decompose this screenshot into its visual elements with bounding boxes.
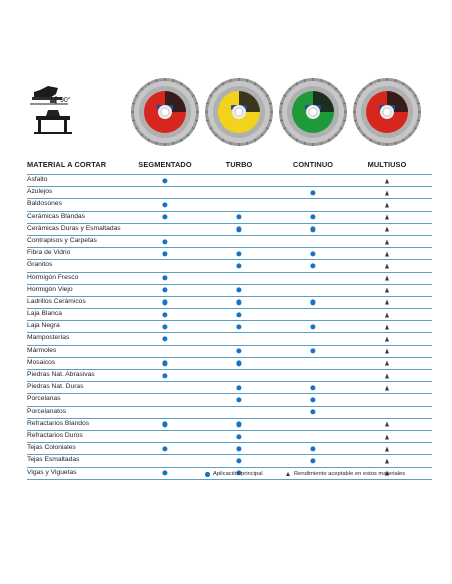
material-name: Mamposterías <box>27 334 70 342</box>
acceptable-performance-triangle-icon <box>385 312 389 317</box>
legend-triangle-icon <box>286 472 290 476</box>
primary-application-dot-icon <box>236 434 241 439</box>
primary-application-dot-icon <box>310 446 315 451</box>
table-row <box>27 199 432 211</box>
primary-application-dot-icon <box>162 251 167 256</box>
primary-application-dot-icon <box>310 385 315 390</box>
table-row <box>27 358 432 370</box>
table-row <box>27 297 432 309</box>
acceptable-performance-triangle-icon <box>385 178 389 183</box>
acceptable-performance-triangle-icon <box>385 263 389 268</box>
material-name: Cerámicas Duras y Esmaltadas <box>27 224 121 232</box>
material-name: Refractarios Blandos <box>27 419 90 427</box>
acceptable-performance-triangle-icon <box>385 385 389 390</box>
primary-application-dot-icon <box>162 373 167 378</box>
primary-application-dot-icon <box>162 300 167 305</box>
table-row <box>27 321 432 333</box>
table-row <box>27 224 432 236</box>
header-material: MATERIAL A CORTAR <box>27 160 107 169</box>
acceptable-performance-triangle-icon <box>385 276 389 281</box>
material-name: Laja Blanca <box>27 310 62 318</box>
primary-application-dot-icon <box>236 446 241 451</box>
primary-application-dot-icon <box>236 263 241 268</box>
primary-application-dot-icon <box>236 324 241 329</box>
table-row <box>27 443 432 455</box>
table-row <box>27 285 432 297</box>
material-name: Mosaicos <box>27 358 56 366</box>
primary-application-dot-icon <box>310 215 315 220</box>
primary-application-dot-icon <box>236 458 241 463</box>
table-row <box>27 382 432 394</box>
primary-application-dot-icon <box>236 227 241 232</box>
table-row <box>27 394 432 406</box>
material-name: Laja Negra <box>27 322 60 330</box>
material-name: Cerámicas Blandas <box>27 212 85 220</box>
primary-application-dot-icon <box>162 276 167 281</box>
legend-acceptable-label: Rendimiento aceptable en estos materiales <box>294 471 406 477</box>
legend <box>0 470 452 482</box>
primary-application-dot-icon <box>162 239 167 244</box>
acceptable-performance-triangle-icon <box>385 251 389 256</box>
primary-application-dot-icon <box>310 324 315 329</box>
primary-application-dot-icon <box>310 300 315 305</box>
acceptable-performance-triangle-icon <box>385 190 389 195</box>
material-name: Hormigón Viejo <box>27 285 73 293</box>
acceptable-performance-triangle-icon <box>385 446 389 451</box>
acceptable-performance-triangle-icon <box>385 434 389 439</box>
primary-application-dot-icon <box>162 178 167 183</box>
material-name: Ladrillos Cerámicos <box>27 297 86 305</box>
primary-application-dot-icon <box>310 349 315 354</box>
acceptable-performance-triangle-icon <box>385 239 389 244</box>
table-row <box>27 248 432 260</box>
table-row <box>27 431 432 443</box>
primary-application-dot-icon <box>236 397 241 402</box>
legend-dot-icon <box>205 472 210 477</box>
header-segmentado: SEGMENTADO <box>138 160 192 169</box>
acceptable-performance-triangle-icon <box>385 300 389 305</box>
material-name: Piedras Nat. Abrasivas <box>27 371 95 378</box>
material-name: Vigas y Viguetas <box>27 468 77 476</box>
material-name: Mármoles <box>27 346 57 354</box>
acceptable-performance-triangle-icon <box>385 361 389 366</box>
material-name: Baldosones <box>27 200 62 208</box>
table-row <box>27 175 432 187</box>
acceptable-performance-triangle-icon <box>385 288 389 293</box>
material-name: Tejas Coloniales <box>27 444 76 452</box>
table-row <box>27 419 432 431</box>
acceptable-performance-triangle-icon <box>385 337 389 342</box>
primary-application-dot-icon <box>310 263 315 268</box>
table-header <box>0 160 452 172</box>
acceptable-performance-triangle-icon <box>385 349 389 354</box>
primary-application-dot-icon <box>236 251 241 256</box>
table-row <box>27 346 432 358</box>
material-name: Tejas Esmaltadas <box>27 456 80 464</box>
material-name: Fibra de Vidrio <box>27 249 71 257</box>
primary-application-dot-icon <box>310 251 315 256</box>
header-turbo: TURBO <box>225 160 253 169</box>
acceptable-performance-triangle-icon <box>385 227 389 232</box>
material-name: Hormigón Fresco <box>27 273 79 281</box>
material-name: Asfalto <box>27 176 48 183</box>
primary-application-dot-icon <box>236 312 241 317</box>
table-row <box>27 455 432 467</box>
table-row <box>27 273 432 285</box>
primary-application-dot-icon <box>310 410 315 415</box>
primary-application-dot-icon <box>236 349 241 354</box>
table-row <box>27 260 432 272</box>
primary-application-dot-icon <box>162 361 167 366</box>
header-continuo: CONTINUO <box>292 160 334 169</box>
table-row <box>27 309 432 321</box>
acceptable-performance-triangle-icon <box>385 324 389 329</box>
legend-primary-label: Aplicación principal <box>213 471 263 477</box>
disc-multiuso-icon <box>352 77 422 147</box>
disc-images <box>0 77 452 147</box>
material-name: Azulejos <box>27 188 53 196</box>
material-table <box>27 174 432 480</box>
disc-continuo-icon <box>278 77 348 147</box>
primary-application-dot-icon <box>162 288 167 293</box>
disc-segmentado-icon <box>130 77 200 147</box>
primary-application-dot-icon <box>162 422 167 427</box>
material-name: Granitos <box>27 261 53 269</box>
primary-application-dot-icon <box>236 215 241 220</box>
primary-application-dot-icon <box>310 458 315 463</box>
table-row <box>27 333 432 345</box>
header-multiuso: MULTIUSO <box>367 160 407 169</box>
primary-application-dot-icon <box>236 361 241 366</box>
table-row <box>27 236 432 248</box>
primary-application-dot-icon <box>310 397 315 402</box>
table-row <box>27 407 432 419</box>
primary-application-dot-icon <box>236 422 241 427</box>
primary-application-dot-icon <box>162 312 167 317</box>
primary-application-dot-icon <box>236 288 241 293</box>
primary-application-dot-icon <box>162 336 167 341</box>
table-row <box>27 187 432 199</box>
primary-application-dot-icon <box>236 385 241 390</box>
acceptable-performance-triangle-icon <box>385 373 389 378</box>
angle-label: 90° <box>60 97 71 104</box>
acceptable-performance-triangle-icon <box>385 458 389 463</box>
acceptable-performance-triangle-icon <box>385 202 389 207</box>
primary-application-dot-icon <box>162 202 167 207</box>
material-name: Contrapisos y Carpetas <box>27 236 97 244</box>
primary-application-dot-icon <box>162 324 167 329</box>
primary-application-dot-icon <box>310 190 315 195</box>
primary-application-dot-icon <box>162 215 167 220</box>
material-name: Refractarios Duros <box>27 431 83 439</box>
acceptable-performance-triangle-icon <box>385 422 389 427</box>
material-name: Piedras Nat. Duras <box>27 383 84 391</box>
primary-application-dot-icon <box>310 227 315 232</box>
material-name: Porcelanas <box>27 395 61 403</box>
table-row <box>27 370 432 382</box>
disc-turbo-icon <box>204 77 274 147</box>
primary-application-dot-icon <box>162 446 167 451</box>
primary-application-dot-icon <box>236 300 241 305</box>
acceptable-performance-triangle-icon <box>385 215 389 220</box>
table-row <box>27 212 432 224</box>
material-name: Porcelanatos <box>27 407 67 415</box>
